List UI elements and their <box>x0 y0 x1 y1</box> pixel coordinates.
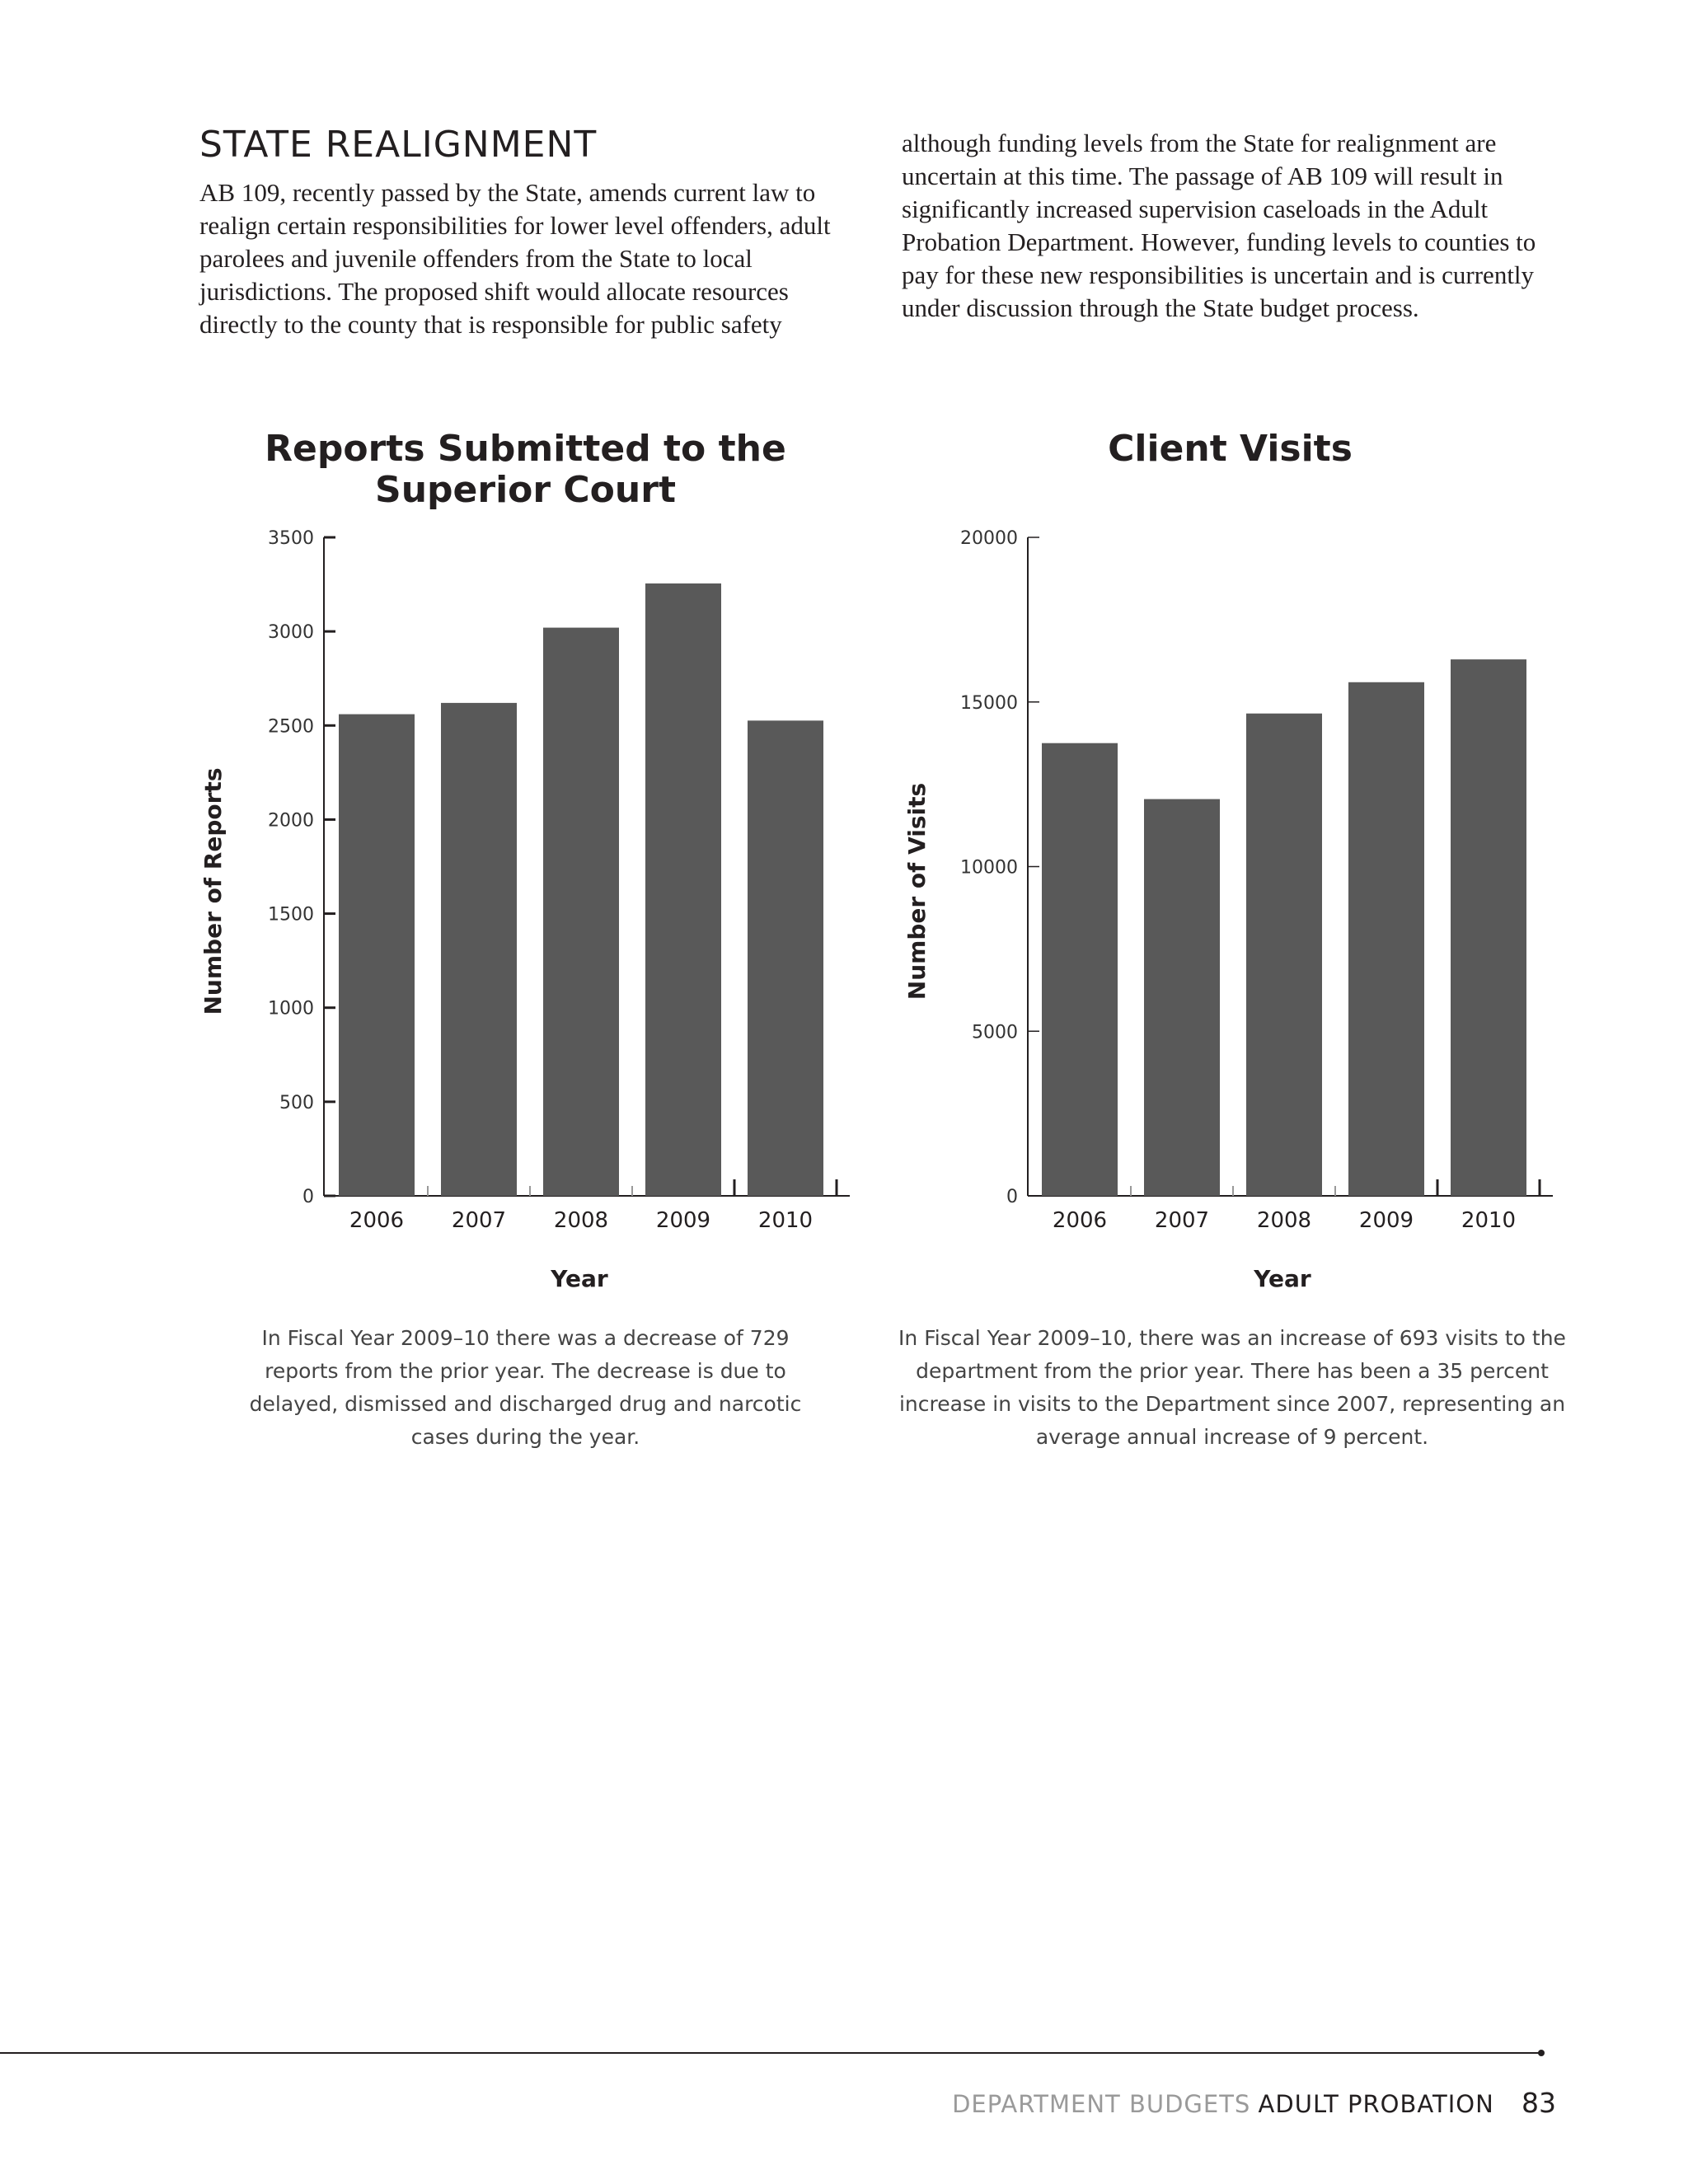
bar-2008 <box>1246 714 1322 1196</box>
chart-title-reports: Reports Submitted to the Superior Court <box>265 428 786 511</box>
y-tick-label: 15000 <box>960 692 1018 714</box>
x-tick-label: 2007 <box>451 1208 507 1233</box>
body-paragraph-right: although funding levels from the State for realignment are uncertain at this time. The passage of AB 109 will result in significantly increased supervision caseloads in the Adult Probation Department. However, funding levels to counties to pay for these new responsibilities is uncertain and is currently under discussion through the State budget process. <box>902 129 1536 322</box>
x-tick-label: 2008 <box>1256 1208 1312 1233</box>
y-tick-label: 3500 <box>268 528 314 549</box>
x-tick-label: 2006 <box>1052 1208 1108 1233</box>
y-tick-label: 20000 <box>960 528 1018 549</box>
y-tick-label: 10000 <box>960 857 1018 879</box>
y-tick-label: 0 <box>302 1187 314 1207</box>
x-axis-title: Year <box>551 1265 608 1292</box>
page-number: 83 <box>1522 2087 1556 2119</box>
y-tick-label: 5000 <box>972 1022 1018 1043</box>
x-axis-title: Year <box>1254 1265 1311 1292</box>
footer-divider <box>0 2052 1541 2054</box>
y-tick-label: 1500 <box>268 904 314 926</box>
y-tick-label: 500 <box>279 1092 314 1113</box>
x-tick-label: 2008 <box>553 1208 609 1233</box>
y-tick-label: 3000 <box>268 622 314 644</box>
footer-divider-endpoint <box>1538 2050 1545 2056</box>
footer-section: DEPARTMENT BUDGETS <box>952 2090 1251 2118</box>
y-axis-title: Number of Visits <box>903 782 931 1001</box>
bar-2007 <box>1144 799 1220 1196</box>
y-tick-label: 1000 <box>268 998 314 1019</box>
y-tick-label: 2000 <box>268 810 314 832</box>
x-tick-label: 2006 <box>349 1208 405 1233</box>
body-paragraph-left: AB 109, recently passed by the State, amends current law to realign certain responsibilities for lower level offenders, adult parolees and juvenile offenders from the State to local jurisdictions. The proposed shift would allocate resources directly to the county that is responsible for public safety <box>199 178 831 339</box>
chart-caption-reports: In Fiscal Year 2009–10 there was a decrease of 729 reports from the prior year. The decrease is due to delayed, dismissed and discharged drug and narcotic cases during the year. <box>249 1326 802 1449</box>
chart-caption-visits: In Fiscal Year 2009–10, there was an increase of 693 visits to the department from the prior year. There has been a 35 percent increase in visits to the Department since 2007, representing an average annual increase of 9 percent. <box>898 1326 1566 1449</box>
x-tick-label: 2009 <box>655 1208 711 1233</box>
page-footer <box>952 2087 1556 2119</box>
x-tick-label: 2009 <box>1358 1208 1414 1233</box>
bar-2010 <box>1451 659 1526 1196</box>
section-heading: STATE REALIGNMENT <box>199 124 598 166</box>
bar-2006 <box>1042 743 1118 1196</box>
y-tick-label: 0 <box>1006 1187 1018 1207</box>
bar-2009 <box>1348 682 1424 1196</box>
x-tick-label: 2010 <box>1461 1208 1517 1233</box>
chart-title-visits: Client Visits <box>1108 428 1353 470</box>
x-tick-label: 2010 <box>757 1208 814 1233</box>
footer-subsection: ADULT PROBATION <box>1258 2090 1494 2118</box>
y-axis-title: Number of Reports <box>199 767 227 1015</box>
x-tick-label: 2007 <box>1154 1208 1210 1233</box>
y-tick-label: 2500 <box>268 716 314 738</box>
